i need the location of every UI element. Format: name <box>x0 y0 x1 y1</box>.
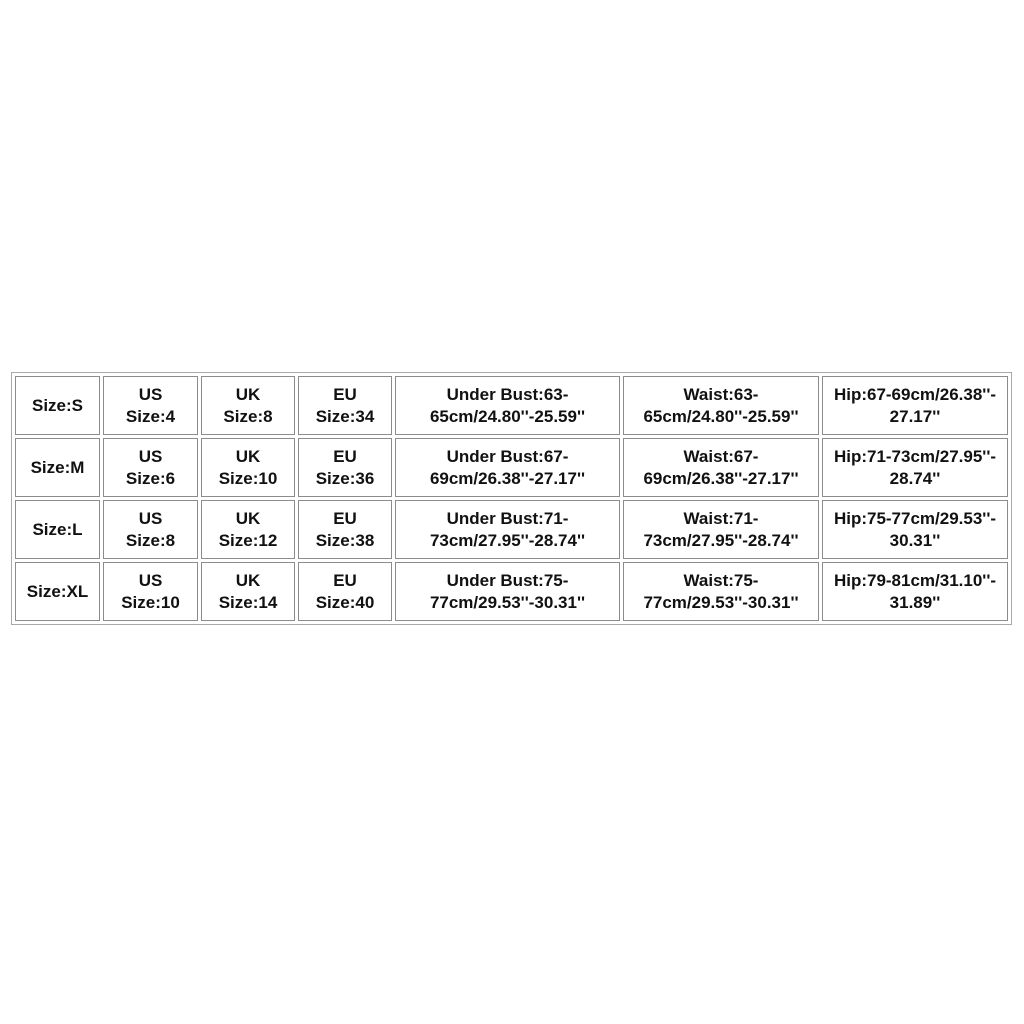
us-size-cell: US Size:4 <box>103 376 198 435</box>
under-bust-cell: Under Bust:75- 77cm/29.53''-30.31'' <box>395 562 620 621</box>
uk-size-cell: UK Size:14 <box>201 562 295 621</box>
hip-cell: Hip:67-69cm/26.38''- 27.17'' <box>822 376 1008 435</box>
waist-cell: Waist:63- 65cm/24.80''-25.59'' <box>623 376 819 435</box>
size-row-l <box>15 500 1008 559</box>
size-label-cell: Size:S <box>15 376 100 435</box>
waist-cell: Waist:67- 69cm/26.38''-27.17'' <box>623 438 819 497</box>
eu-size-cell: EU Size:36 <box>298 438 392 497</box>
us-size-cell: US Size:10 <box>103 562 198 621</box>
under-bust-cell: Under Bust:71- 73cm/27.95''-28.74'' <box>395 500 620 559</box>
eu-size-cell: EU Size:38 <box>298 500 392 559</box>
hip-cell: Hip:75-77cm/29.53''- 30.31'' <box>822 500 1008 559</box>
waist-cell: Waist:75- 77cm/29.53''-30.31'' <box>623 562 819 621</box>
us-size-cell: US Size:8 <box>103 500 198 559</box>
size-row-s <box>15 376 1008 435</box>
eu-size-cell: EU Size:40 <box>298 562 392 621</box>
under-bust-cell: Under Bust:67- 69cm/26.38''-27.17'' <box>395 438 620 497</box>
size-row-m <box>15 438 1008 497</box>
hip-cell: Hip:79-81cm/31.10''- 31.89'' <box>822 562 1008 621</box>
size-label-cell: Size:M <box>15 438 100 497</box>
waist-cell: Waist:71- 73cm/27.95''-28.74'' <box>623 500 819 559</box>
uk-size-cell: UK Size:12 <box>201 500 295 559</box>
eu-size-cell: EU Size:34 <box>298 376 392 435</box>
size-chart-table <box>11 372 1012 625</box>
size-row-xl <box>15 562 1008 621</box>
uk-size-cell: UK Size:8 <box>201 376 295 435</box>
hip-cell: Hip:71-73cm/27.95''- 28.74'' <box>822 438 1008 497</box>
size-label-cell: Size:L <box>15 500 100 559</box>
uk-size-cell: UK Size:10 <box>201 438 295 497</box>
size-label-cell: Size:XL <box>15 562 100 621</box>
us-size-cell: US Size:6 <box>103 438 198 497</box>
under-bust-cell: Under Bust:63- 65cm/24.80''-25.59'' <box>395 376 620 435</box>
